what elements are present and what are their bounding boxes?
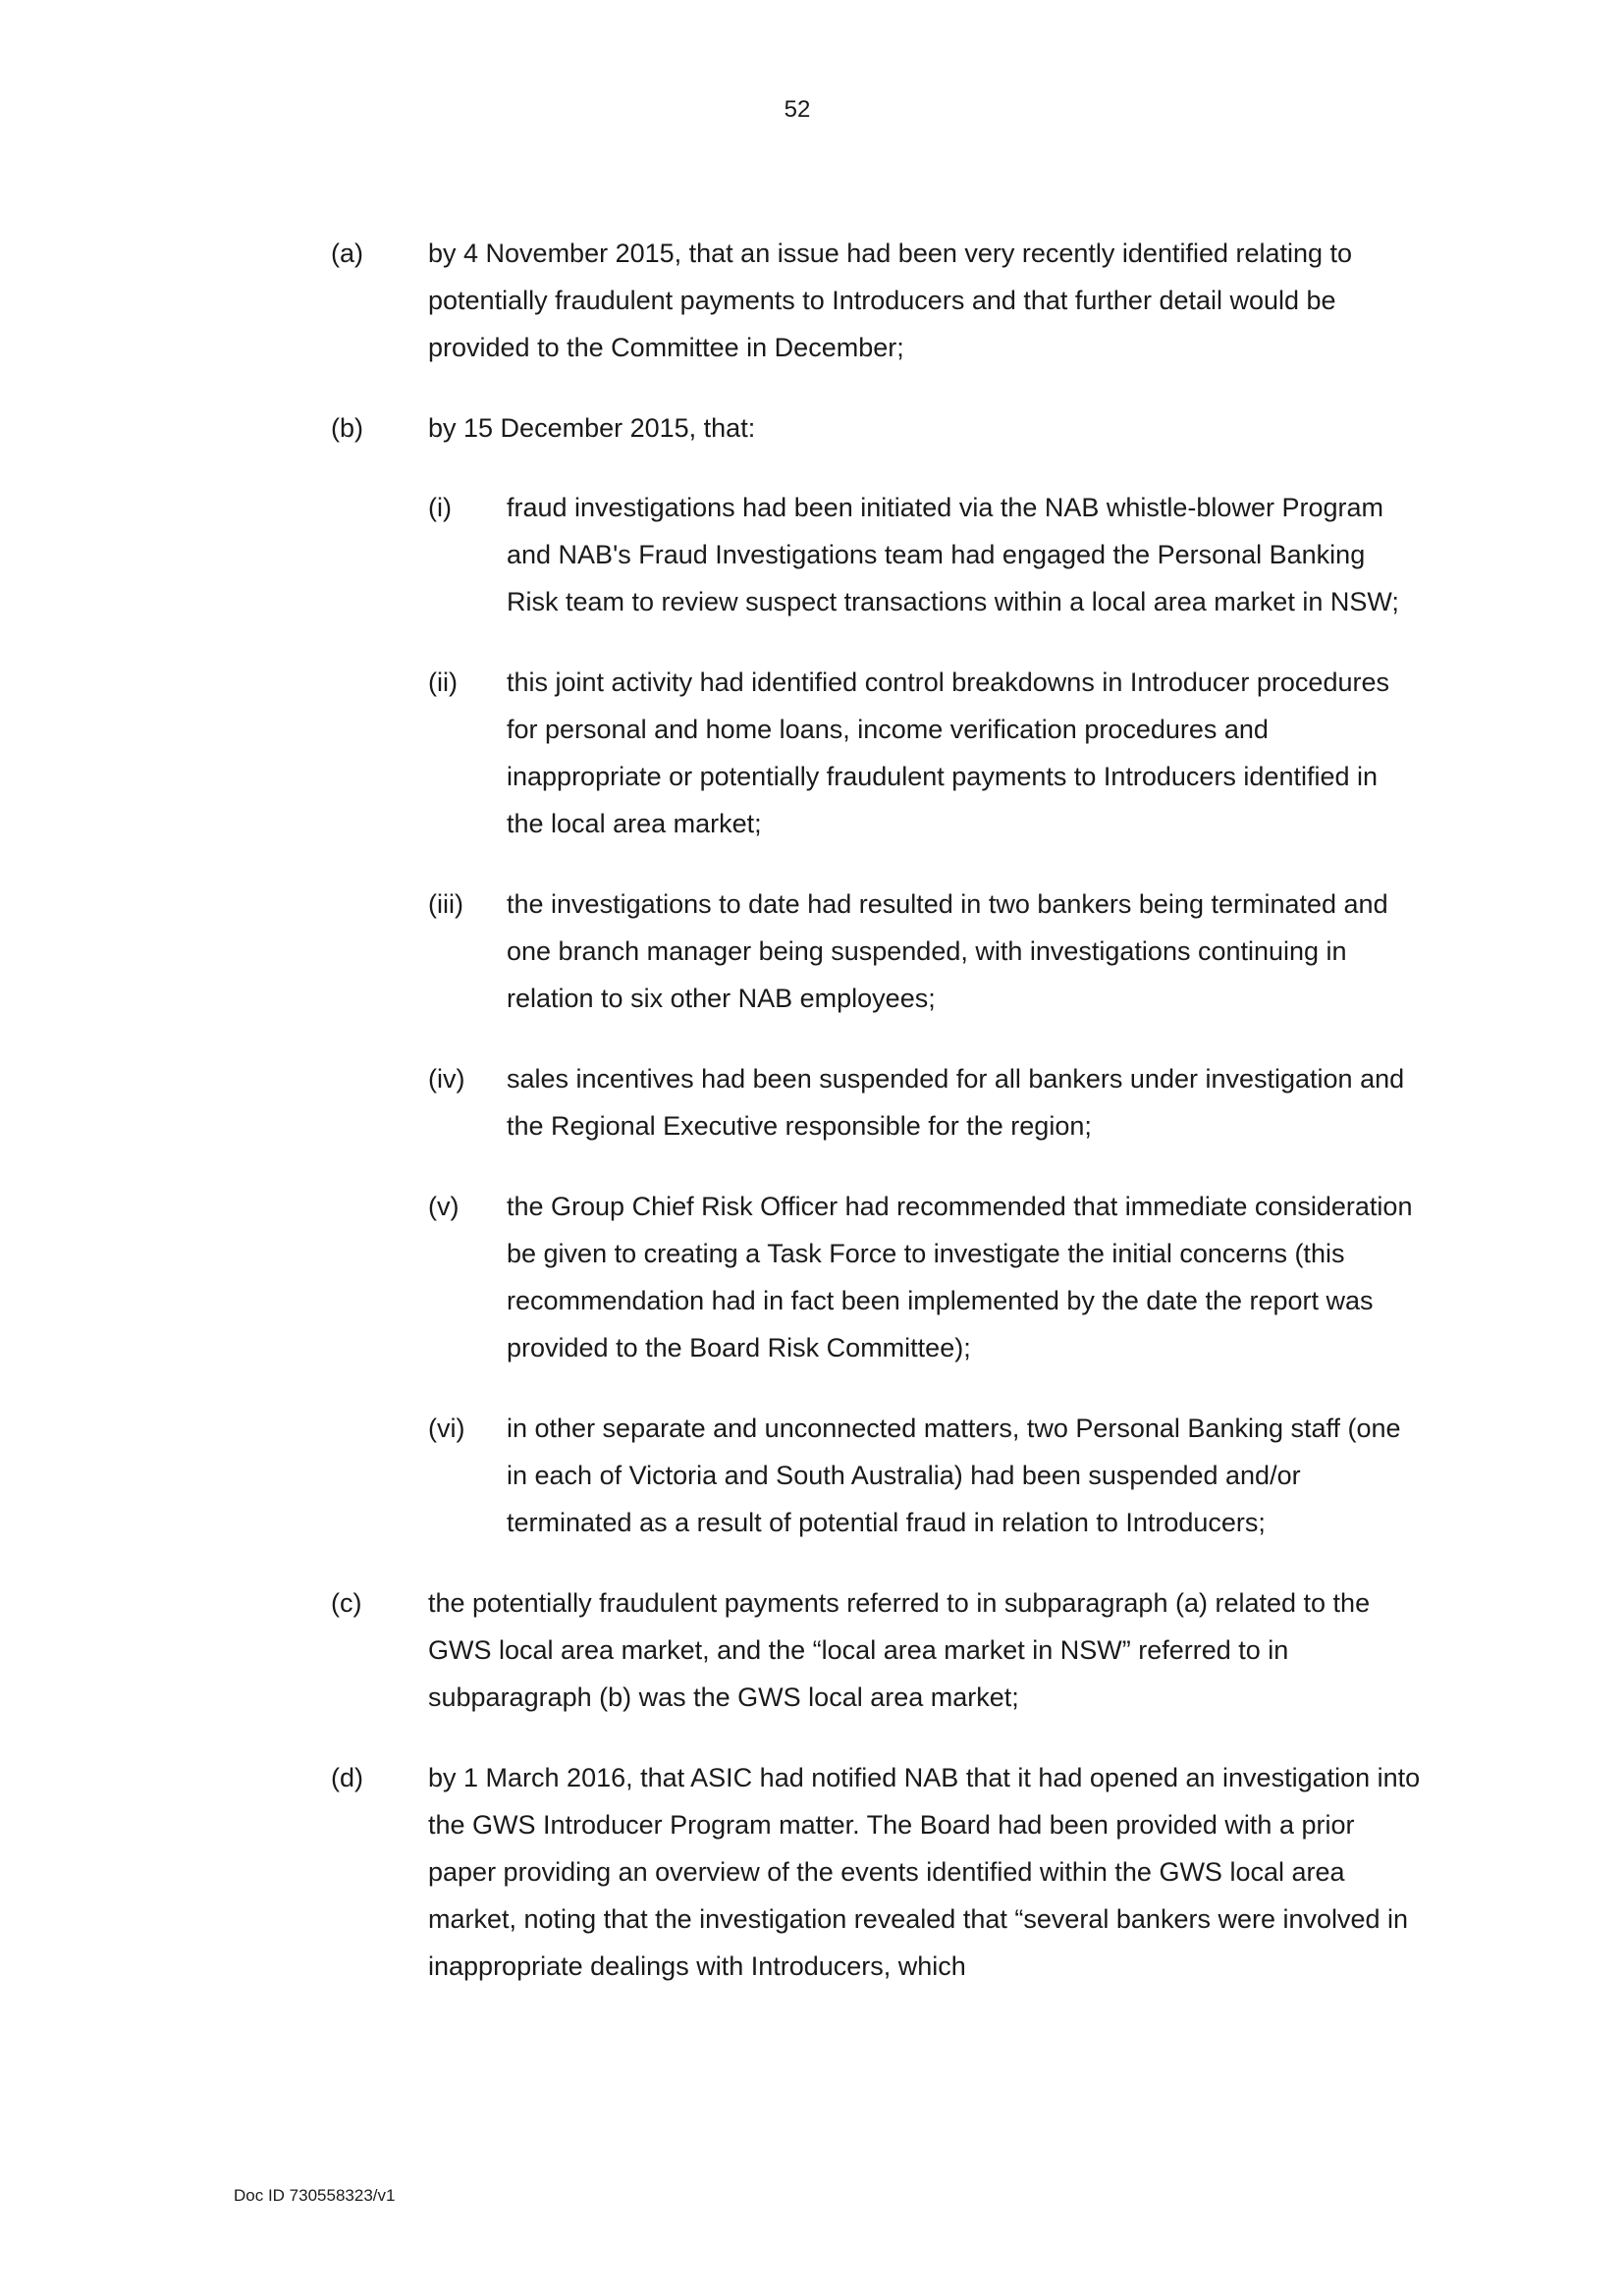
- document-id: Doc ID 730558323/v1: [234, 2186, 396, 2205]
- subparagraph-text: the investigations to date had resulted in two bankers being terminated and one branch manager being suspended, with investigations continuing in relation to six other NAB employees;: [507, 889, 1388, 1013]
- paragraph-b: [331, 404, 1421, 1546]
- document-body: [331, 230, 1421, 2023]
- paragraph-d: [331, 1754, 1421, 1990]
- subparagraph-text: the Group Chief Risk Officer had recommended that immediate consideration be given to creating a Task Force to investigate the initial concerns (this recommendation had in fact been implemented by the date the report was provided to the Board Risk Committee);: [507, 1192, 1413, 1362]
- subparagraph-label: (iii): [428, 889, 463, 919]
- page-number: 52: [784, 96, 811, 123]
- paragraph-text: by 1 March 2016, that ASIC had notified NAB that it had opened an investigation into the GWS Introducer Program matter. The Board had been provided with a prior paper providing an overview of the events identified within the GWS local area market, noting that the investigation revealed that “several bankers were involved in inappropriate dealings with Introducers, which: [428, 1763, 1421, 1981]
- paragraph-label: (a): [331, 239, 363, 268]
- subparagraph-label: (i): [428, 493, 452, 522]
- subparagraph-label: (ii): [428, 667, 458, 697]
- subparagraph-text: in other separate and unconnected matters, two Personal Banking staff (one in each of Victoria and South Australia) had been suspended and/or terminated as a result of potential fraud in relation to Introducers;: [507, 1414, 1401, 1537]
- subparagraph-v: [428, 1183, 1421, 1371]
- subparagraph-list: [428, 484, 1421, 1546]
- paragraph-label: (c): [331, 1588, 362, 1618]
- paragraph-a: [331, 230, 1421, 371]
- paragraph-c: [331, 1579, 1421, 1721]
- subparagraph-label: (iv): [428, 1064, 465, 1094]
- paragraph-label: (d): [331, 1763, 363, 1792]
- paragraph-text: by 15 December 2015, that:: [428, 413, 756, 443]
- paragraph-text: by 4 November 2015, that an issue had been very recently identified relating to potentially fraudulent payments to Introducers and that further detail would be provided to the Committee in December;: [428, 239, 1353, 362]
- subparagraph-iii: [428, 881, 1421, 1022]
- paragraph-label: (b): [331, 413, 363, 443]
- subparagraph-ii: [428, 659, 1421, 847]
- subparagraph-label: (v): [428, 1192, 460, 1221]
- subparagraph-i: [428, 484, 1421, 625]
- subparagraph-text: fraud investigations had been initiated via the NAB whistle-blower Program and NAB's Fraud Investigations team had engaged the Personal Banking Risk team to review suspect transactions within a local area market in NSW;: [507, 493, 1399, 616]
- subparagraph-text: this joint activity had identified control breakdowns in Introducer procedures for personal and home loans, income verification procedures and inappropriate or potentially fraudulent payments to Introducers identified in the local area market;: [507, 667, 1389, 838]
- paragraph-text: the potentially fraudulent payments referred to in subparagraph (a) related to the GWS local area market, and the “local area market in NSW” referred to in subparagraph (b) was the GWS local area market;: [428, 1588, 1371, 1712]
- subparagraph-vi: [428, 1405, 1421, 1546]
- subparagraph-iv: [428, 1055, 1421, 1149]
- subparagraph-text: sales incentives had been suspended for all bankers under investigation and the Regional Executive responsible for the region;: [507, 1064, 1405, 1141]
- subparagraph-label: (vi): [428, 1414, 465, 1443]
